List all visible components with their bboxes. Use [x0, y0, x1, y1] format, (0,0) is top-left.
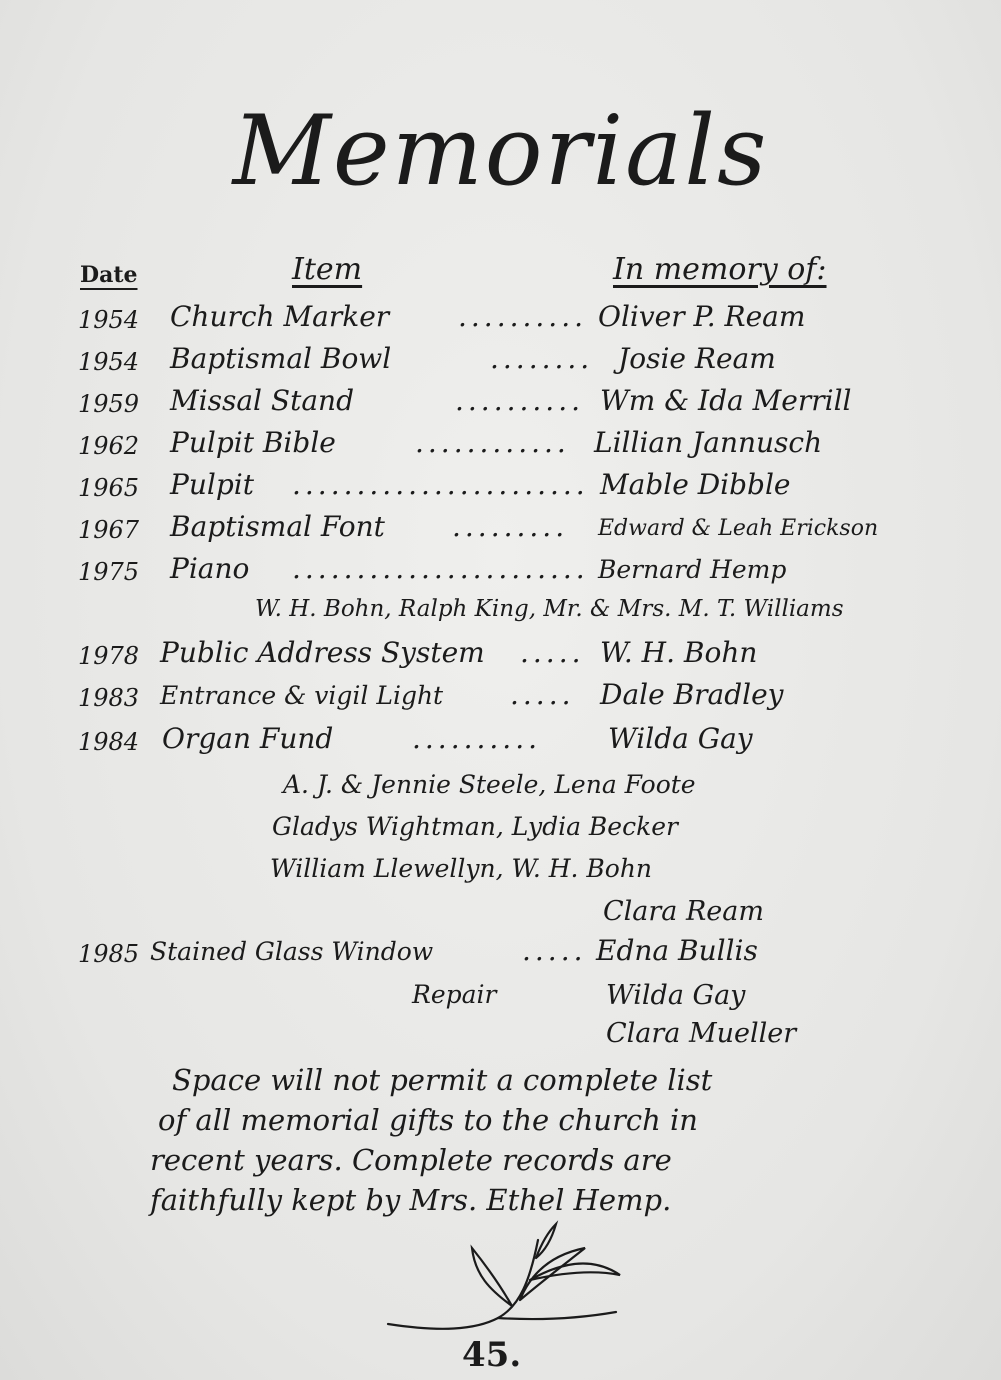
- row-item: Public Address System: [160, 636, 485, 669]
- row-year: 1954: [78, 348, 140, 376]
- memorial-row: [0, 934, 1001, 974]
- row-memory: Edward & Leah Erickson: [598, 516, 879, 541]
- sprig-ornament-icon: [380, 1220, 630, 1340]
- leader-dots: .........: [452, 510, 569, 543]
- memorial-row: [0, 384, 1001, 424]
- row-year: 1983: [78, 684, 140, 712]
- leader-dots: .......................: [292, 468, 589, 501]
- row-item: Entrance & vigil Light: [160, 681, 444, 710]
- row-year: 1959: [78, 390, 140, 418]
- memorial-row: [0, 300, 1001, 340]
- row-memory: Wm & Ida Merrill: [600, 384, 852, 417]
- row-item: Stained Glass Window: [150, 937, 434, 966]
- window-repair-label: Repair: [412, 980, 497, 1009]
- leader-dots: ..........: [412, 722, 542, 755]
- row-memory: Wilda Gay: [608, 722, 753, 755]
- window-donors-line: Wilda Gay: [606, 980, 746, 1011]
- row-memory: Bernard Hemp: [598, 555, 787, 584]
- header-date: Date: [80, 262, 138, 288]
- leader-dots: .......................: [292, 552, 589, 585]
- leader-dots: ........: [490, 342, 594, 375]
- row-memory: Mable Dibble: [600, 468, 791, 501]
- note-line: recent years. Complete records are: [150, 1143, 672, 1177]
- row-memory: W. H. Bohn: [600, 636, 758, 669]
- row-memory: Dale Bradley: [600, 678, 784, 711]
- row-year: 1967: [78, 516, 140, 544]
- memorial-row: [0, 426, 1001, 466]
- page-number: 45.: [462, 1335, 522, 1375]
- row-item: Baptismal Bowl: [170, 342, 392, 375]
- row-year: 1965: [78, 474, 140, 502]
- header-memory: In memory of:: [613, 252, 827, 287]
- memorial-row: [0, 678, 1001, 718]
- row-item: Missal Stand: [170, 384, 354, 417]
- memorial-row: [0, 342, 1001, 382]
- organ-donors-line: Gladys Wightman, Lydia Becker: [272, 812, 678, 841]
- row-item: Pulpit: [170, 468, 254, 501]
- row-item: Baptismal Font: [170, 510, 385, 543]
- row-year: 1985: [78, 940, 140, 968]
- row-item: Organ Fund: [162, 722, 334, 755]
- window-donors-line: Clara Mueller: [606, 1018, 797, 1049]
- leader-dots: ............: [415, 426, 570, 459]
- note-line: Space will not permit a complete list: [172, 1063, 713, 1097]
- leader-dots: .....: [522, 934, 587, 967]
- organ-donors-line: William Llewellyn, W. H. Bohn: [270, 854, 653, 883]
- row-item: Church Marker: [170, 300, 390, 333]
- row-memory: Oliver P. Ream: [598, 300, 806, 333]
- row-memory: Edna Bullis: [596, 934, 758, 967]
- row-year: 1975: [78, 558, 140, 586]
- leader-dots: .....: [510, 678, 575, 711]
- memorial-row: [0, 636, 1001, 676]
- leader-dots: ..........: [455, 384, 585, 417]
- row-memory: Lillian Jannusch: [594, 426, 823, 459]
- organ-donors-line: A. J. & Jennie Steele, Lena Foote: [283, 770, 696, 799]
- leader-dots: .....: [520, 636, 585, 669]
- memorial-row: [0, 552, 1001, 592]
- page-title: Memorials: [232, 95, 769, 207]
- header-item: Item: [292, 252, 363, 287]
- row-item: Pulpit Bible: [170, 426, 336, 459]
- row-year: 1978: [78, 642, 140, 670]
- piano-donors-line: W. H. Bohn, Ralph King, Mr. & Mrs. M. T. Williams: [255, 596, 844, 622]
- memorial-row: [0, 510, 1001, 550]
- memorial-row: [0, 722, 1001, 762]
- row-year: 1954: [78, 306, 140, 334]
- memorial-row: [0, 468, 1001, 508]
- row-year: 1984: [78, 728, 140, 756]
- row-year: 1962: [78, 432, 140, 460]
- row-memory: Josie Ream: [618, 342, 776, 375]
- row-item: Piano: [170, 552, 250, 585]
- note-line: faithfully kept by Mrs. Ethel Hemp.: [150, 1183, 672, 1217]
- organ-donors-line: Clara Ream: [603, 896, 764, 927]
- note-line: of all memorial gifts to the church in: [158, 1103, 698, 1137]
- leader-dots: ..........: [458, 300, 588, 333]
- closing-note: [150, 1060, 910, 1220]
